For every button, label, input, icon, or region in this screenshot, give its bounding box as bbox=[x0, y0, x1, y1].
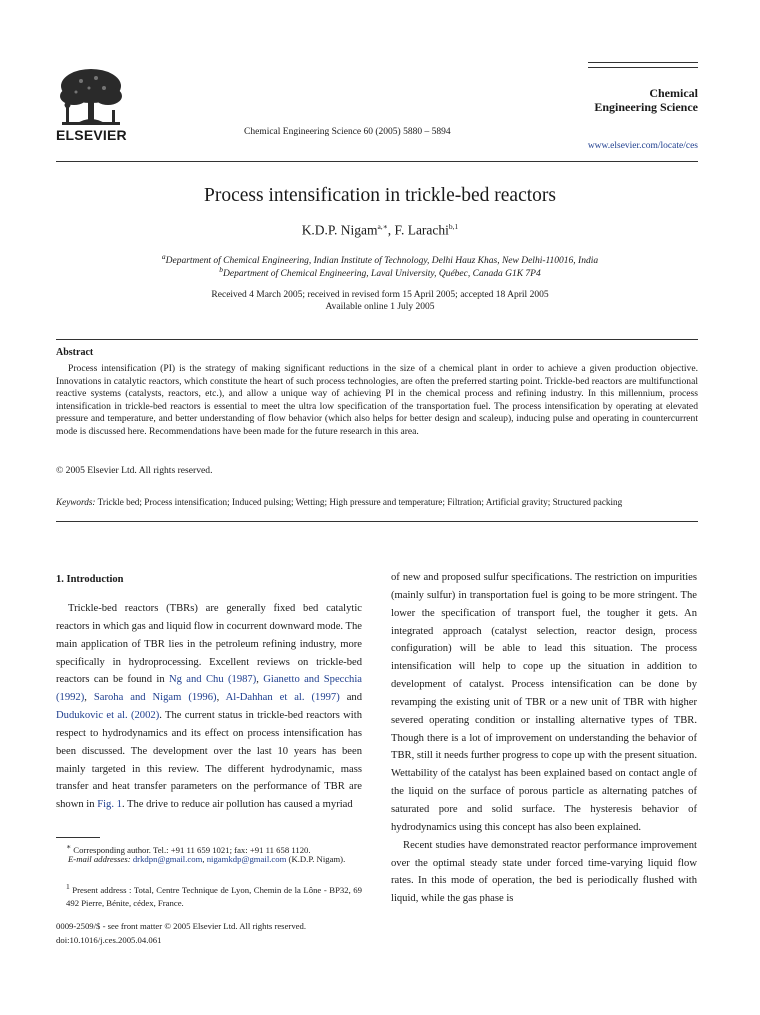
citation-link-ng-chu[interactable]: Ng and Chu (1987) bbox=[169, 674, 257, 686]
keywords bbox=[56, 497, 716, 507]
issn-line: 0009-2509/$ - see front matter © 2005 Elsevier Ltd. All rights reserved. bbox=[56, 921, 307, 931]
author-larachi: F. Larachi bbox=[394, 222, 449, 238]
author-larachi-marks[interactable]: b,1 bbox=[448, 222, 459, 231]
footnote-present-text: Present address : Total, Centre Technique de Lyon, Chemin de la Lône - BP32, 69 492 Pierre, Bénite, cédex, France. bbox=[66, 884, 362, 909]
email-separator: , bbox=[202, 854, 207, 864]
author-list bbox=[0, 222, 760, 239]
body-text: , bbox=[216, 692, 226, 704]
keywords-list: Trickle bed; Process intensification; Induced pulsing; Wetting; High pressure and temperature; Filtration; Artificial gravity; Structured packing bbox=[97, 497, 623, 507]
figure-link-fig1[interactable]: Fig. 1 bbox=[97, 799, 122, 811]
footnote-corr-text: Corresponding author. Tel.: +91 11 659 1021; fax: +91 11 658 1120. bbox=[71, 844, 311, 855]
affiliation-a-text: Department of Chemical Engineering, Indian Institute of Technology, Delhi Hauz Khas, New Delhi-110016, India bbox=[165, 256, 599, 267]
body-text: and bbox=[339, 692, 363, 704]
email-label: E-mail addresses: bbox=[68, 854, 131, 864]
left-column-text bbox=[56, 600, 362, 814]
footnote-corr-mark: ∗ bbox=[66, 842, 72, 851]
keywords-label: Keywords: bbox=[56, 497, 96, 507]
right-column-text bbox=[391, 569, 697, 908]
journal-name-line1: Chemical bbox=[649, 86, 698, 100]
abstract-bottom-rule bbox=[56, 521, 698, 522]
body-text: Trickle-bed reactors (TBRs) are generally fixed bed catalytic reactors in which gas and liquid flow in cocurrent downward mode. The main application of TBR lies in the petroleum refining industry, more specifically in hydroprocessing. Excellent reviews on trickle-bed reactors can be found in bbox=[56, 603, 362, 686]
article-title: Process intensification in trickle-bed reactors bbox=[204, 185, 556, 206]
header-divider bbox=[56, 161, 698, 162]
affiliation-b-mark: b bbox=[219, 265, 224, 274]
abstract-top-rule bbox=[56, 339, 698, 340]
abstract-copyright: © 2005 Elsevier Ltd. All rights reserved. bbox=[56, 465, 213, 476]
citation-link-dudukovic[interactable]: Dudukovic et al. (2002) bbox=[56, 710, 160, 722]
body-text: . The drive to reduce air pollution has caused a myriad bbox=[121, 799, 353, 811]
right-paragraph-1: of new and proposed sulfur specifications. The restriction on impurities (mainly sulfur) in transportation fuel is going to be more stringent. The lower the specification of transport fuel, the tougher it gets. An integrated approach (catalyst selection, reactor design, process configuration) will be able to lead this situation. The process intensification will help to cope up the situation in addition to development of catalyst. Process intensification can be done by revamping the existing unit of TBR or a new unit of TBR with higher severed operating condition or installing alternative types of TBR. Though there is a lot of improvement on understanding the behavior of TBR, still it needs further progress to cope up with the present situation. Wettability of the catalyst has been explained based on contact angle of the liquid on the surface of porous particle as alternating patches of saturated pore and solid surface. The hysteresis behavior of hydrodynamics using this concept has also been explained. bbox=[391, 572, 697, 833]
body-text: , bbox=[84, 692, 94, 704]
journal-rule-thin bbox=[588, 67, 698, 68]
section-heading-introduction: 1. Introduction bbox=[56, 574, 124, 585]
author-separator: , bbox=[387, 222, 395, 238]
footnote-rule bbox=[56, 837, 100, 838]
online-date: Available online 1 July 2005 bbox=[325, 302, 435, 312]
footnote-present-address bbox=[56, 880, 362, 911]
journal-name-line2: Engineering Science bbox=[594, 100, 698, 114]
journal-citation: Chemical Engineering Science 60 (2005) 5880 – 5894 bbox=[244, 127, 451, 137]
doi-line[interactable]: doi:10.1016/j.ces.2005.04.061 bbox=[56, 934, 162, 945]
citation-link-al-dahhan[interactable]: Al-Dahhan et al. (1997) bbox=[225, 692, 340, 704]
author-nigam-marks[interactable]: a,∗ bbox=[377, 222, 388, 231]
footnote-emails bbox=[56, 853, 362, 867]
journal-rule bbox=[588, 62, 698, 63]
journal-name bbox=[594, 86, 698, 114]
email-owner: (K.D.P. Nigam). bbox=[286, 854, 346, 864]
body-text: , bbox=[256, 674, 264, 686]
email-link-1[interactable]: drkdpn@gmail.com bbox=[132, 854, 203, 864]
footnote-present-mark: 1 bbox=[66, 882, 70, 891]
abstract-text: Process intensification (PI) is the strategy of making significant reductions in the size of a chemical plant in order to achieve a given production objective. Innovations in catalytic reactors, which constitute the heart of such process technologies, are often the preferred starting point. Trickle-bed reactors are multifunctional reactive systems (catalysts, reactors, etc.), and allow a unique way of achieving PI in the chemical process and refining industry. In this millennium, process intensification in trickle-bed reactors is essential to meet the ultra low specification of the transportation fuel. The process intensification by operating at elevated pressure and temperature, and better understanding of flow behavior (which also helps for better design and scaleup), inducing pulse and operating in countercurrent mode is discussed here. Recommendations have been made for the future research in this area. bbox=[56, 363, 698, 437]
affiliation-b bbox=[0, 265, 760, 279]
affiliation-a-mark: a bbox=[161, 252, 166, 261]
email-link-2[interactable]: nigamkdp@gmail.com bbox=[206, 854, 287, 864]
abstract-heading: Abstract bbox=[56, 347, 94, 358]
body-text: . The current status in trickle-bed reactors with respect to hydrodynamics and its effect on process intensification has been discussed. The development over the last 10 years has been mainly targeted in this review. The different hydrodynamic, mass transfer and heat transfer parameters on the performance of TBR are shown in bbox=[56, 710, 362, 811]
issn-doi-block bbox=[56, 920, 306, 947]
publisher-name: ELSEVIER bbox=[56, 127, 127, 143]
journal-url-link[interactable]: www.elsevier.com/locate/ces bbox=[587, 141, 698, 151]
right-paragraph-2: Recent studies have demonstrated reactor performance improvement over the optimal steady state under forced time-varying liquid flow rates. In this mode of operation, the bed is periodically flushed with liquid, while the gas phase is bbox=[391, 839, 697, 905]
received-dates: Received 4 March 2005; received in revised form 15 April 2005; accepted 18 April 2005 bbox=[211, 290, 549, 300]
elsevier-tree-logo bbox=[56, 66, 126, 130]
citation-link-gianetto-specchia[interactable]: Gianetto and Specchia (1992) bbox=[56, 674, 363, 704]
author-nigam: K.D.P. Nigam bbox=[301, 222, 378, 238]
citation-link-saroha-nigam[interactable]: Saroha and Nigam (1996) bbox=[93, 692, 217, 704]
affiliation-b-text: Department of Chemical Engineering, Laval University, Québec, Canada G1K 7P4 bbox=[223, 269, 541, 280]
